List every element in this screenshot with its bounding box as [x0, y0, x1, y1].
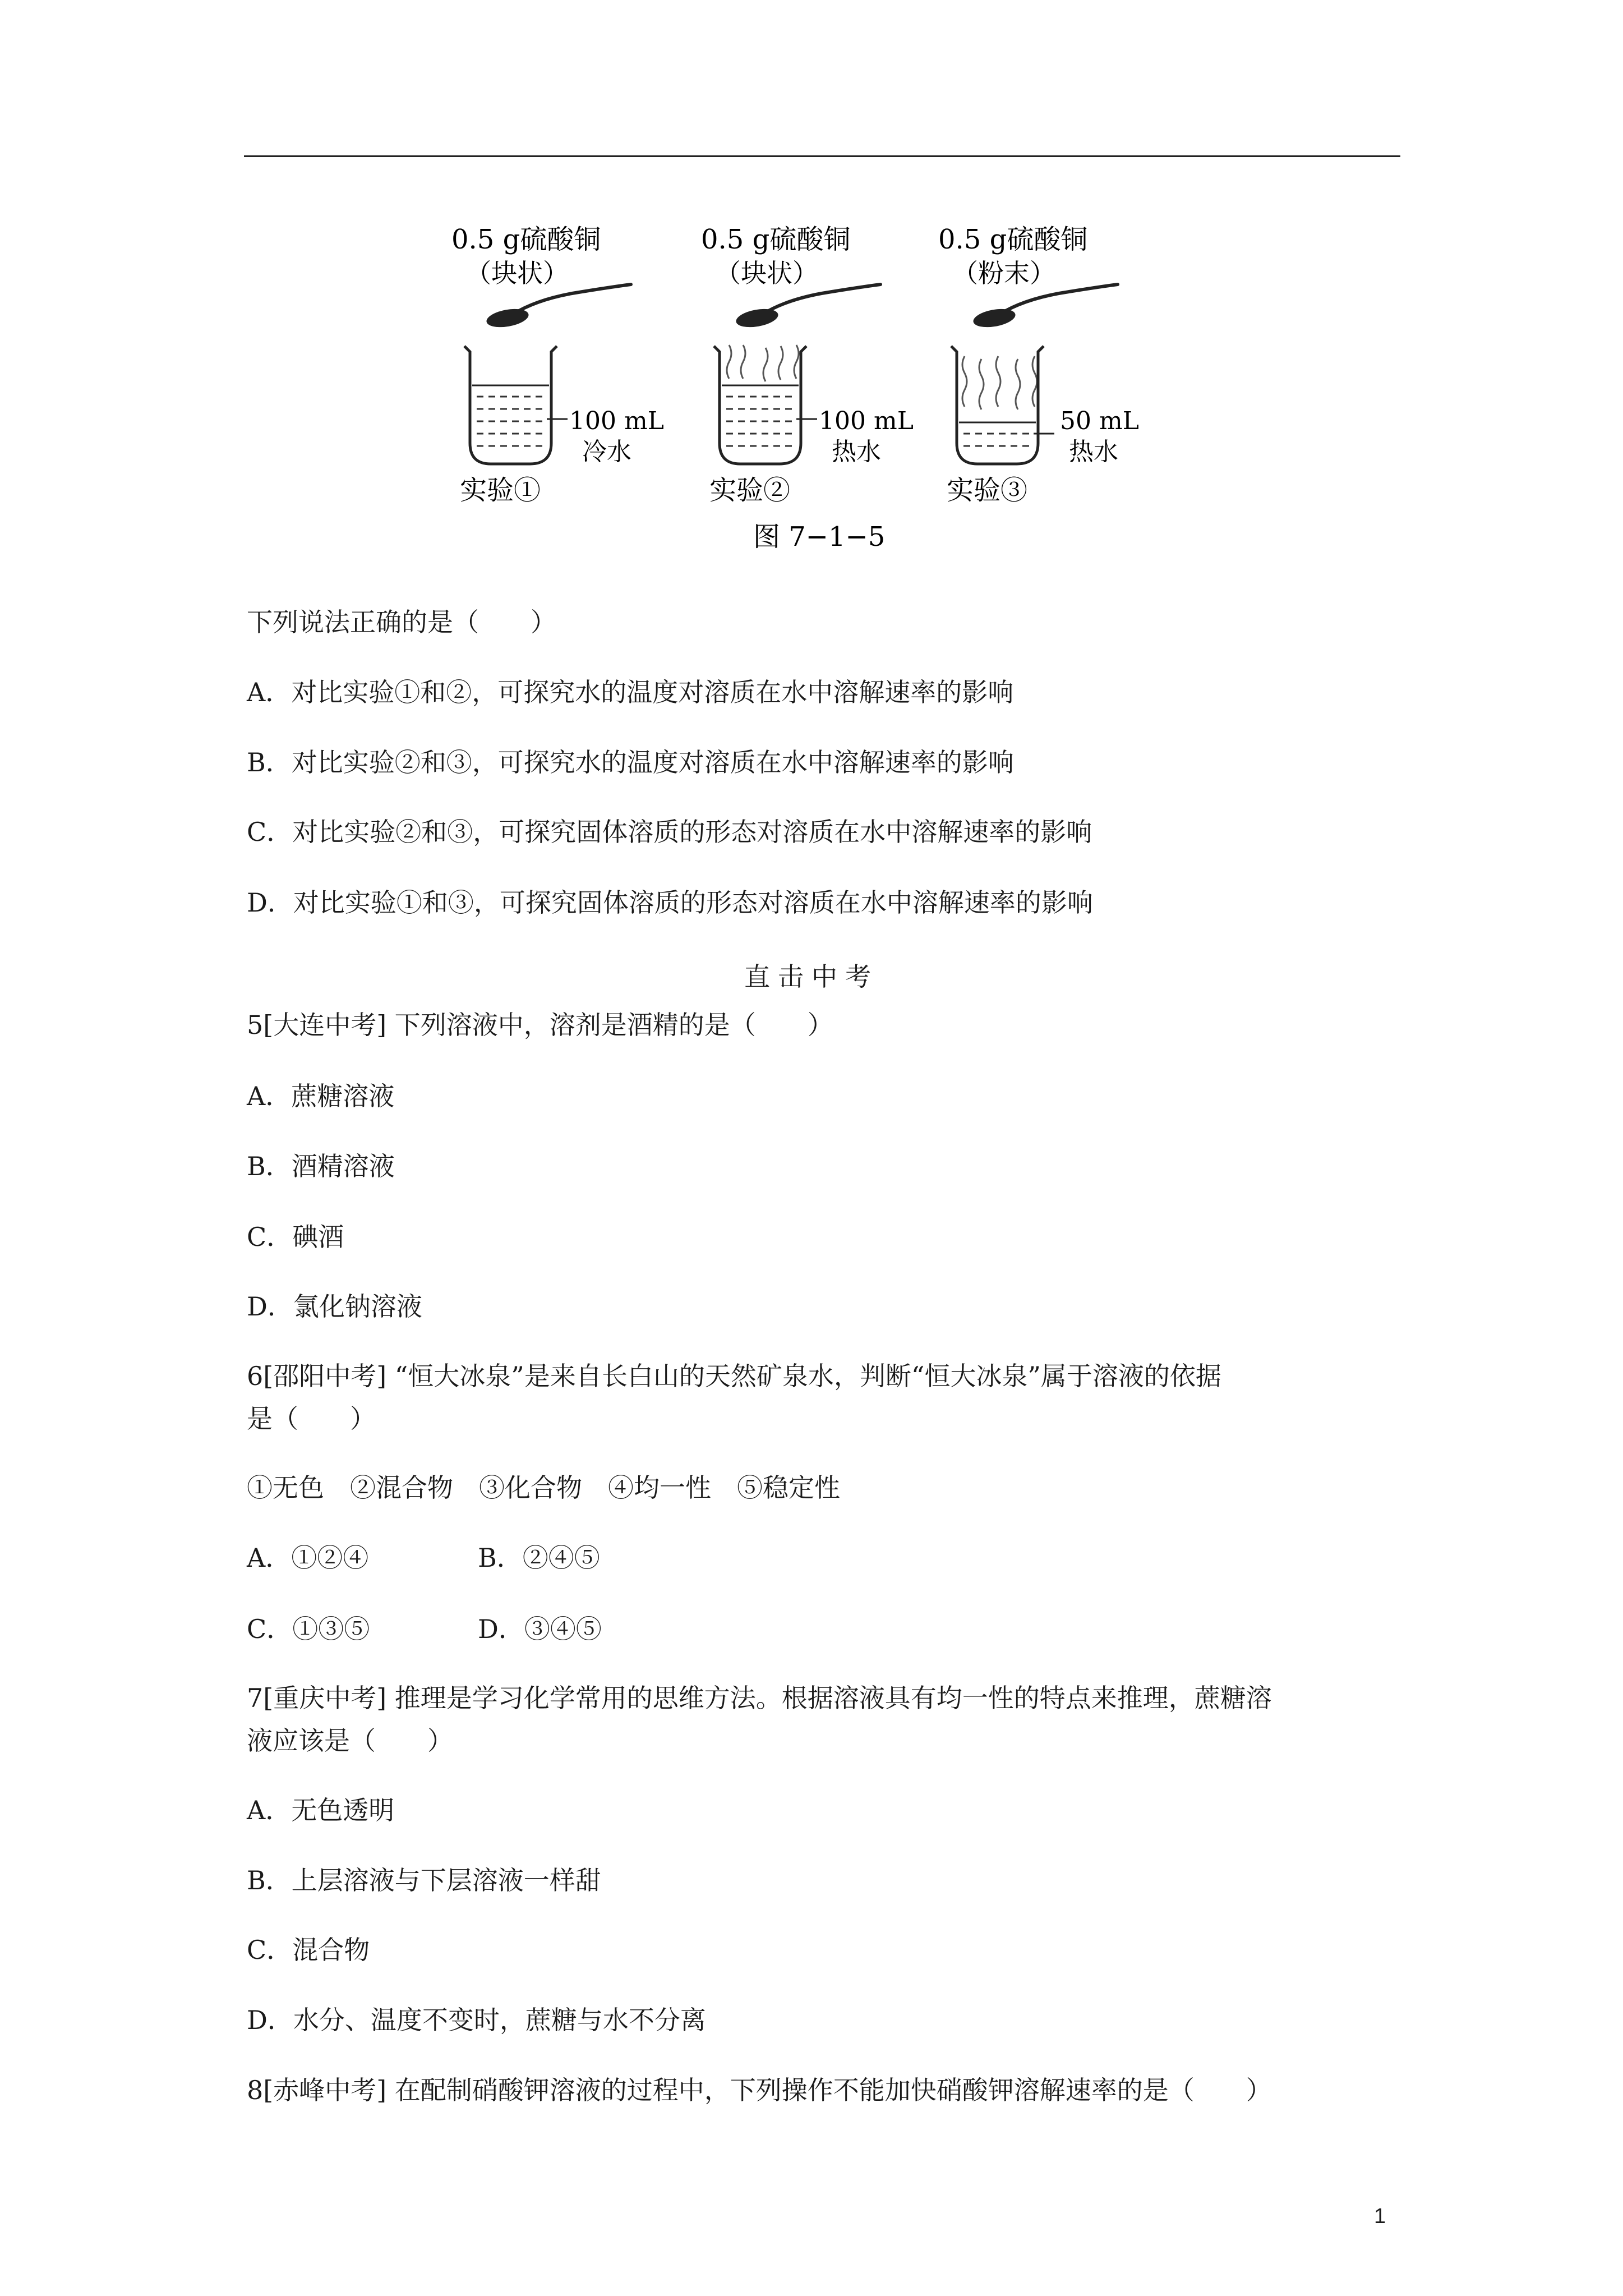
q7-stem-line2: 液应该是（ ） — [247, 1726, 453, 1756]
exp1-water: 冷水 — [582, 438, 631, 466]
experiment-1 — [451, 224, 664, 506]
experiment-2 — [701, 224, 914, 506]
q4-stem: 下列说法正确的是（ ） — [247, 607, 556, 637]
spoon-icon — [735, 284, 880, 330]
exp3-volume: 50 mL — [1060, 407, 1139, 435]
page-number: 1 — [1374, 2205, 1386, 2228]
exp2-mass: 0.5 g硫酸铜 — [701, 224, 851, 255]
q7-option-d: D．水分、温度不变时，蔗糖与水不分离 — [247, 2005, 706, 2035]
q6-option-d: D．③④⑤ — [478, 1614, 602, 1644]
q6-option-b: B．②④⑤ — [478, 1543, 600, 1573]
q6-stem-line1: 6[邵阳中考] “恒大冰泉”是来自长白山的天然矿泉水，判断“恒大冰泉”属于溶液的依据 — [247, 1361, 1221, 1391]
beaker-icon — [951, 346, 1054, 464]
q7-option-c: C．混合物 — [247, 1935, 370, 1965]
exp3-water: 热水 — [1069, 438, 1118, 466]
q4-option-d: D．对比实验①和③，可探究固体溶质的形态对溶质在水中溶解速率的影响 — [247, 887, 1093, 918]
exp3-mass: 0.5 g硫酸铜 — [938, 224, 1088, 255]
exp1-label: 实验① — [460, 475, 541, 506]
q4-option-b: B．对比实验②和③，可探究水的温度对溶质在水中溶解速率的影响 — [247, 747, 1014, 777]
exp2-water: 热水 — [832, 438, 881, 466]
q5-option-a: A．蔗糖溶液 — [247, 1081, 395, 1111]
exp3-form: （粉末） — [952, 258, 1055, 288]
q5-stem: 5[大连中考] 下列溶液中，溶剂是酒精的是（ ） — [247, 1010, 833, 1040]
exp2-form: （块状） — [715, 258, 818, 288]
spoon-icon — [972, 284, 1118, 330]
q7-stem-line1: 7[重庆中考] 推理是学习化学常用的思维方法。根据溶液具有均一性的特点来推理，蔗糖溶 — [247, 1683, 1272, 1713]
exp2-label: 实验② — [709, 475, 791, 506]
exp1-form: （块状） — [465, 258, 569, 288]
spoon-icon — [485, 284, 631, 330]
q4-option-a: A．对比实验①和②，可探究水的温度对溶质在水中溶解速率的影响 — [247, 677, 1014, 707]
beaker-icon — [464, 346, 568, 464]
q5-option-d: D．氯化钠溶液 — [247, 1291, 422, 1322]
q6-option-a: A．①②④ — [247, 1543, 369, 1573]
experiment-figure — [437, 222, 1189, 572]
q8-stem: 8[赤峰中考] 在配制硝酸钾溶液的过程中，下列操作不能加快硝酸钾溶解速率的是（ ） — [247, 2075, 1272, 2105]
section-title: 直击中考 — [744, 961, 879, 992]
q6-stem-line2: 是（ ） — [247, 1404, 376, 1434]
exp2-volume: 100 mL — [819, 407, 914, 435]
q7-option-a: A．无色透明 — [247, 1795, 395, 1825]
q6-option-c: C．①③⑤ — [247, 1614, 370, 1644]
steam-icon — [727, 345, 799, 381]
exp1-mass: 0.5 g硫酸铜 — [451, 224, 601, 255]
q6-items: ①无色 ②混合物 ③化合物 ④均一性 ⑤稳定性 — [247, 1473, 840, 1503]
figure-caption: 图 7−1−5 — [753, 521, 886, 553]
header-rule — [244, 155, 1400, 157]
q5-option-c: C．碘酒 — [247, 1222, 344, 1252]
q7-option-b: B．上层溶液与下层溶液一样甜 — [247, 1865, 601, 1895]
q4-option-c: C．对比实验②和③，可探究固体溶质的形态对溶质在水中溶解速率的影响 — [247, 817, 1092, 847]
exp3-label: 实验③ — [947, 475, 1028, 506]
experiment-3 — [938, 224, 1139, 506]
q5-option-b: B．酒精溶液 — [247, 1151, 395, 1181]
steam-icon — [962, 356, 1037, 409]
exp1-volume: 100 mL — [569, 407, 664, 435]
